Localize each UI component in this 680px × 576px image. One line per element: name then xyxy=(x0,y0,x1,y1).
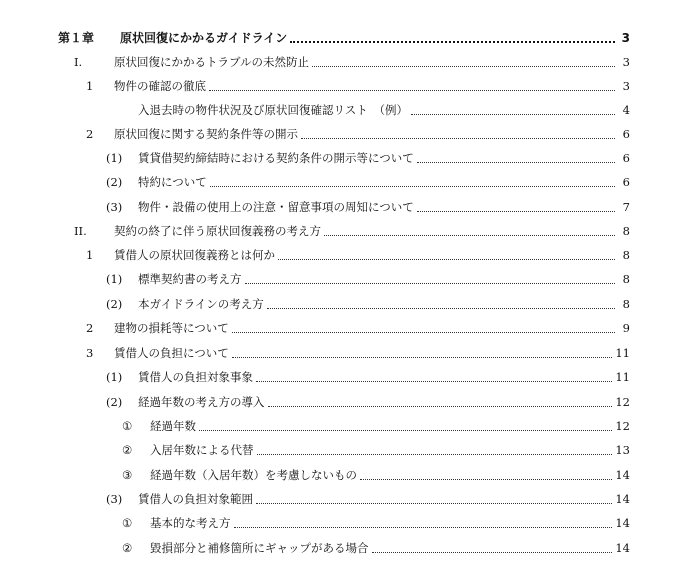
toc-row-title: 毀損部分と補修箇所にギャップがある場合 xyxy=(150,541,369,555)
dot-leader xyxy=(256,381,612,382)
toc-row-title: 賃借人の原状回復義務とは何か xyxy=(114,248,275,262)
toc-row-page: 11 xyxy=(615,370,630,384)
toc-row-number: (3) xyxy=(106,492,123,506)
toc-row-number: I. xyxy=(74,55,83,69)
toc-row xyxy=(86,245,630,265)
toc-row-number: ① xyxy=(122,516,133,530)
toc-row-page: 13 xyxy=(615,443,630,457)
toc-row xyxy=(122,513,630,533)
dot-leader xyxy=(312,66,615,67)
toc-row-page: 8 xyxy=(622,248,630,262)
toc-row xyxy=(74,52,630,72)
toc-row xyxy=(106,172,630,192)
chapter-title: 原状回復にかかるガイドライン xyxy=(120,31,288,45)
dot-leader xyxy=(411,114,615,115)
toc-row xyxy=(122,465,630,485)
toc-row-number: (1) xyxy=(106,151,123,165)
dot-leader xyxy=(268,406,613,407)
toc-row-number: (1) xyxy=(106,370,123,384)
toc-row xyxy=(122,416,630,436)
chapter-label: 第１章 xyxy=(58,31,95,45)
toc-row xyxy=(106,148,630,168)
dot-leader xyxy=(417,162,615,163)
toc-row xyxy=(86,76,630,96)
toc-row-number: (2) xyxy=(106,175,123,189)
toc-row-number: ② xyxy=(122,541,133,555)
toc-row-page: 4 xyxy=(622,103,630,117)
toc-row xyxy=(74,221,630,241)
toc-row-title: 基本的な考え方 xyxy=(150,516,231,530)
toc-row xyxy=(86,124,630,144)
toc-row-number: 3 xyxy=(86,346,94,360)
dot-leader xyxy=(278,259,615,260)
toc-row-number: ② xyxy=(122,443,133,457)
dot-leader xyxy=(210,186,615,187)
dot-leader xyxy=(234,527,613,528)
toc-row-number: 2 xyxy=(86,127,94,141)
toc-row-page: 8 xyxy=(622,297,630,311)
toc-row-number: ③ xyxy=(122,468,133,482)
toc-row-title: 物件・設備の使用上の注意・留意事項の周知について xyxy=(138,200,414,214)
toc-row-title: 標準契約書の考え方 xyxy=(138,272,242,286)
toc-row-page: 6 xyxy=(622,175,630,189)
dot-leader xyxy=(360,479,612,480)
toc-row-title: 原状回復にかかるトラブルの未然防止 xyxy=(114,55,310,69)
chapter-page: 3 xyxy=(621,31,630,45)
toc-row xyxy=(106,392,630,412)
toc-row-title: 賃借人の負担対象事象 xyxy=(138,370,253,384)
dot-leader xyxy=(199,430,612,431)
toc-row xyxy=(86,318,630,338)
toc-row xyxy=(106,367,630,387)
toc-row-page: 8 xyxy=(622,224,630,238)
toc-row-number: (3) xyxy=(106,200,123,214)
toc-row-page: 6 xyxy=(622,127,630,141)
toc-row-number: 1 xyxy=(86,248,94,262)
toc-row-page: 12 xyxy=(615,419,630,433)
toc-row-title: 経過年数（入居年数）を考慮しないもの xyxy=(150,468,357,482)
toc-row xyxy=(106,269,630,289)
toc-row-page: 9 xyxy=(622,321,630,335)
dot-leader xyxy=(301,138,615,139)
toc-row-page: 3 xyxy=(622,79,630,93)
toc-row-title: 入居年数による代替 xyxy=(150,443,254,457)
toc-row xyxy=(106,489,630,509)
toc-row-number: ① xyxy=(122,419,133,433)
toc-row-page: 11 xyxy=(615,346,630,360)
dot-leader xyxy=(256,503,612,504)
dot-leader xyxy=(232,332,615,333)
toc-row xyxy=(106,197,630,217)
toc-row-page: 7 xyxy=(622,200,630,214)
toc-row xyxy=(106,294,630,314)
dot-leader xyxy=(372,552,613,553)
toc-row-page: 12 xyxy=(615,395,630,409)
toc-row-page: 14 xyxy=(615,492,630,506)
toc-row-number: (2) xyxy=(106,297,123,311)
toc-row-page: 3 xyxy=(622,55,630,69)
toc-chapter-row xyxy=(58,28,630,48)
toc-row-title: 原状回復に関する契約条件等の開示 xyxy=(114,127,298,141)
toc-row-number: 1 xyxy=(86,79,94,93)
toc-row-title: 賃貸借契約締結時における契約条件の開示等について xyxy=(138,151,414,165)
toc-row-title: 経過年数 xyxy=(150,419,196,433)
toc-row-title: 経過年数の考え方の導入 xyxy=(138,395,265,409)
toc-row-number: (1) xyxy=(106,272,123,286)
dot-leader xyxy=(232,357,613,358)
toc-row-number: 2 xyxy=(86,321,94,335)
toc-row-page: 6 xyxy=(622,151,630,165)
dot-leader xyxy=(324,235,615,236)
dot-leader xyxy=(417,211,615,212)
dot-leader xyxy=(257,454,613,455)
dot-leader xyxy=(245,283,616,284)
toc-row-page: 8 xyxy=(622,272,630,286)
toc-row-title: 入退去時の物件状況及び原状回復確認リスト （例） xyxy=(138,103,409,117)
toc-row-title: 賃借人の負担について xyxy=(114,346,229,360)
toc-row xyxy=(122,440,630,460)
toc-row-title: 特約について xyxy=(138,175,207,189)
toc-row-number: (2) xyxy=(106,395,123,409)
toc-row xyxy=(138,100,630,120)
toc-row xyxy=(86,343,630,363)
dot-leader xyxy=(209,90,615,91)
toc-row-number: II. xyxy=(74,224,87,238)
dot-leader xyxy=(290,41,615,43)
toc-row-title: 物件の確認の徹底 xyxy=(114,79,206,93)
toc-row-title: 建物の損耗等について xyxy=(114,321,229,335)
toc-row xyxy=(122,538,630,558)
toc-row-page: 14 xyxy=(615,541,630,555)
toc-row-title: 契約の終了に伴う原状回復義務の考え方 xyxy=(114,224,321,238)
toc-row-title: 賃借人の負担対象範囲 xyxy=(138,492,253,506)
dot-leader xyxy=(267,308,615,309)
toc-row-title: 本ガイドラインの考え方 xyxy=(138,297,264,311)
toc-row-page: 14 xyxy=(615,516,630,530)
toc-row-page: 14 xyxy=(615,468,630,482)
